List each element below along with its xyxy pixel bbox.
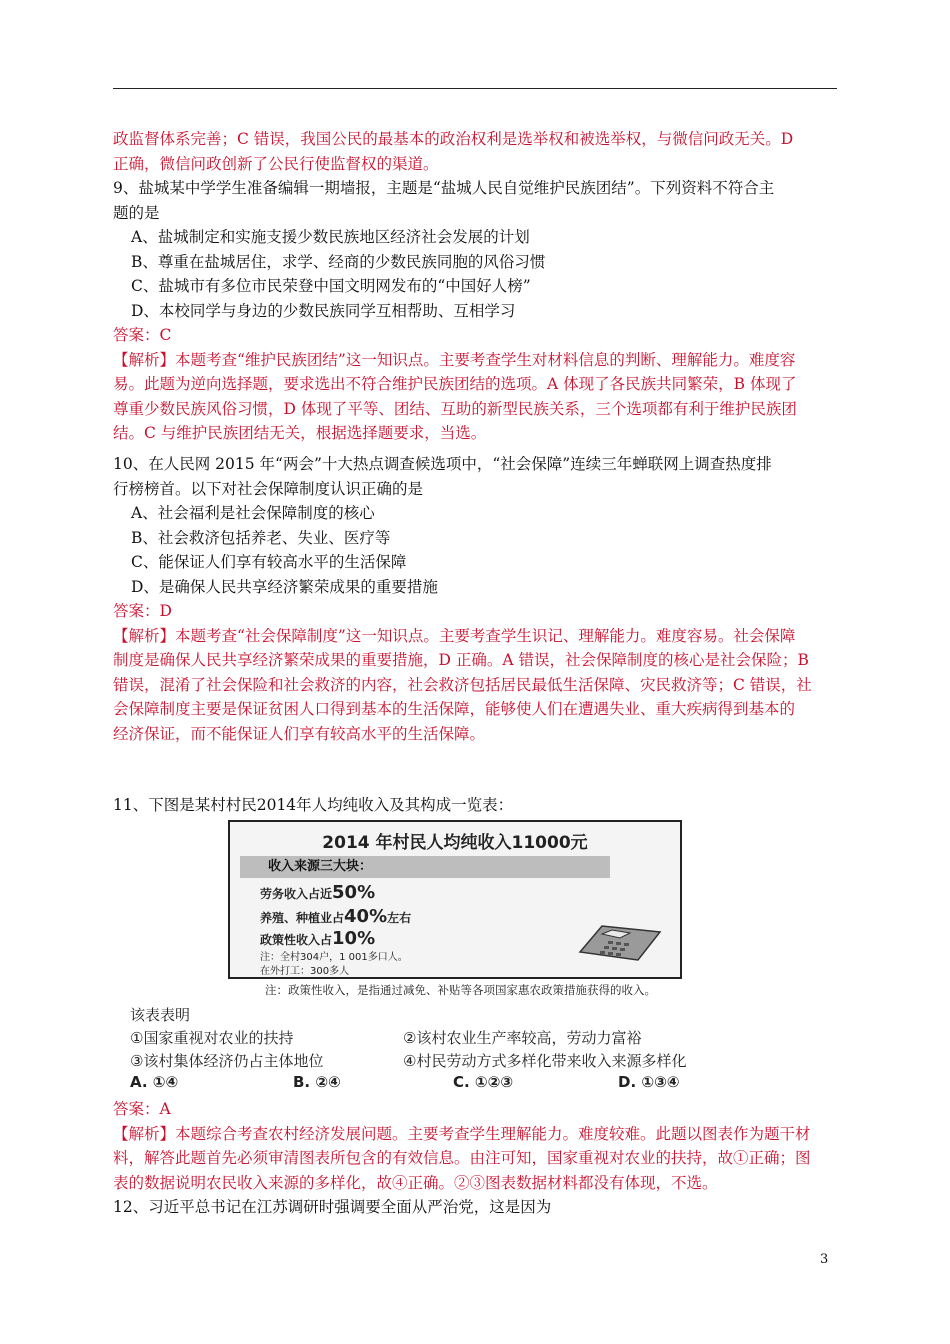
question-11-stem [113,793,843,818]
choice-2: ②该村农业生产率较高，劳动力富裕 [403,1029,642,1047]
answer-option-a: A. ①④ [130,1073,179,1091]
income-table-box [228,820,682,979]
question-stem: 9、盐城某中学学生准备编辑一期墙报，主题是“盐城人民自觉维护民族团结”。下列资料不符合主 [113,179,775,197]
option-c: C、能保证人们享有较高水平的生活保障 [131,553,407,571]
header-rule [113,88,837,89]
analysis-line: 料，解答此题首先必须审清图表所包含的有效信息。由注可知，国家重视对农业的扶持，故①正确；图 [113,1149,811,1167]
option-a: A、社会福利是社会保障制度的核心 [131,504,375,522]
item-value: 50% [332,882,376,903]
choice-4: ④村民劳动方式多样化带来收入来源多样化 [403,1052,687,1070]
choice-3: ③该村集体经济仍占主体地位 [130,1052,324,1070]
analysis-line: 易。此题为逆向选择题，要求选出不符合维护民族团结的选项。A 体现了各民族共同繁荣，B 体现了 [113,375,797,393]
analysis-line: 结。C 与维护民族团结无关，根据选择题要求，当选。 [113,424,487,442]
item-suffix: 左右 [387,911,412,925]
analysis-line: 会保障制度主要是保证贫困人口得到基本的生活保障，能够使人们在遭遇失业、重大疾病得到基本的 [113,700,796,718]
figure-small-note: 在外打工：300多人 [260,966,350,977]
answer-option-c: C. ①②③ [453,1073,514,1091]
item-value: 10% [332,928,376,949]
income-item-labor [260,882,375,903]
analysis-line: 错误，混淆了社会保险和社会救济的内容，社会救济包括居民最低生活保障、灾民救济等；C 错误，社 [113,675,812,694]
option-b: B、尊重在盐城居住，求学、经商的少数民族同胞的风俗习惯 [131,252,546,271]
item-label: 养殖、种植业占 [260,911,345,925]
option-b: B、社会救济包括养老、失业、医疗等 [131,528,391,547]
option-c: C、盐城市有多位市民荣登中国文明网发布的“中国好人榜” [131,277,531,295]
text-line: 政监督体系完善；C 错误，我国公民的最基本的政治权利是选举权和被选举权，与微信问政无关。D [113,130,794,148]
income-figure [113,820,713,1095]
analysis-line: 【解析】本题考查“社会保障制度”这一知识点。主要考查学生识记、理解能力。难度容易。社会保障 [113,626,796,645]
income-item-policy [260,928,375,949]
question-stem: 11、下图是某村村民2014年人均纯收入及其构成一览表： [113,796,514,814]
answer-label: 答案：A [113,1100,171,1118]
carryover-analysis [113,127,843,176]
answer-option-b: B. ②④ [293,1073,341,1091]
item-label: 劳务收入占近 [260,887,333,901]
analysis-line: 表的数据说明农民收入来源的多样化，故④正确。②③图表数据材料都没有体现，不选。 [113,1173,718,1192]
analysis-line: 制度是确保人民共享经济繁荣成果的重要措施，D 正确。A 错误，社会保障制度的核心是社会保险；B [113,651,809,669]
answer-label: 答案：D [113,602,172,620]
item-label: 政策性收入占 [260,933,333,947]
question-12-stem: 12、习近平总书记在江苏调研时强调要全面从严治党，这是因为 [113,1198,552,1216]
analysis-line: 经济保证，而不能保证人们享有较高水平的生活保障。 [113,724,486,743]
answer-option-d: D. ①③④ [618,1073,680,1091]
answer-label: 答案：C [113,326,172,344]
calculator-icon [572,922,662,962]
figure-lead: 该表表明 [130,1006,191,1024]
question-10 [113,452,843,746]
question-stem: 行榜榜首。以下对社会保障制度认识正确的是 [113,479,424,498]
option-d: D、是确保人民共享经济繁荣成果的重要措施 [131,577,438,596]
figure-small-note: 注：全村304户，1 001多口人。 [260,952,408,963]
income-item-farming [260,906,411,927]
text-line: 正确，微信问政创新了公民行使监督权的渠道。 [113,154,439,173]
page-number: 3 [820,1252,829,1267]
choice-1: ①国家重视对农业的扶持 [130,1029,294,1047]
figure-title: 2014 年村民人均纯收入11000元 [322,833,588,853]
option-d: D、本校同学与身边的少数民族同学互相帮助、互相学习 [131,301,516,320]
item-value: 40% [344,906,388,927]
analysis-line: 【解析】本题考查“维护民族团结”这一知识点。主要考查学生对材料信息的判断、理解能力。难度容 [113,350,796,369]
question-stem: 10、在人民网 2015 年“两会”十大热点调查候选项中，“社会保障”连续三年蝉联网上调查热度排 [113,455,772,473]
analysis-line: 尊重少数民族风俗习惯，D 体现了平等、团结、互助的新型民族关系，三个选项都有利于维护民族团 [113,399,797,418]
figure-subtitle: 收入来源三大块： [240,856,610,878]
question-9 [113,176,843,446]
question-11-answer [113,1097,843,1220]
option-a: A、盐城制定和实施支援少数民族地区经济社会发展的计划 [131,228,530,246]
figure-footnote: 注：政策性收入，是指通过减免、补贴等各项国家惠农政策措施获得的收入。 [265,983,656,997]
question-stem: 题的是 [113,203,160,222]
analysis-line: 【解析】本题综合考查农村经济发展问题。主要考查学生理解能力。难度较难。此题以图表作为题干材 [113,1124,811,1143]
